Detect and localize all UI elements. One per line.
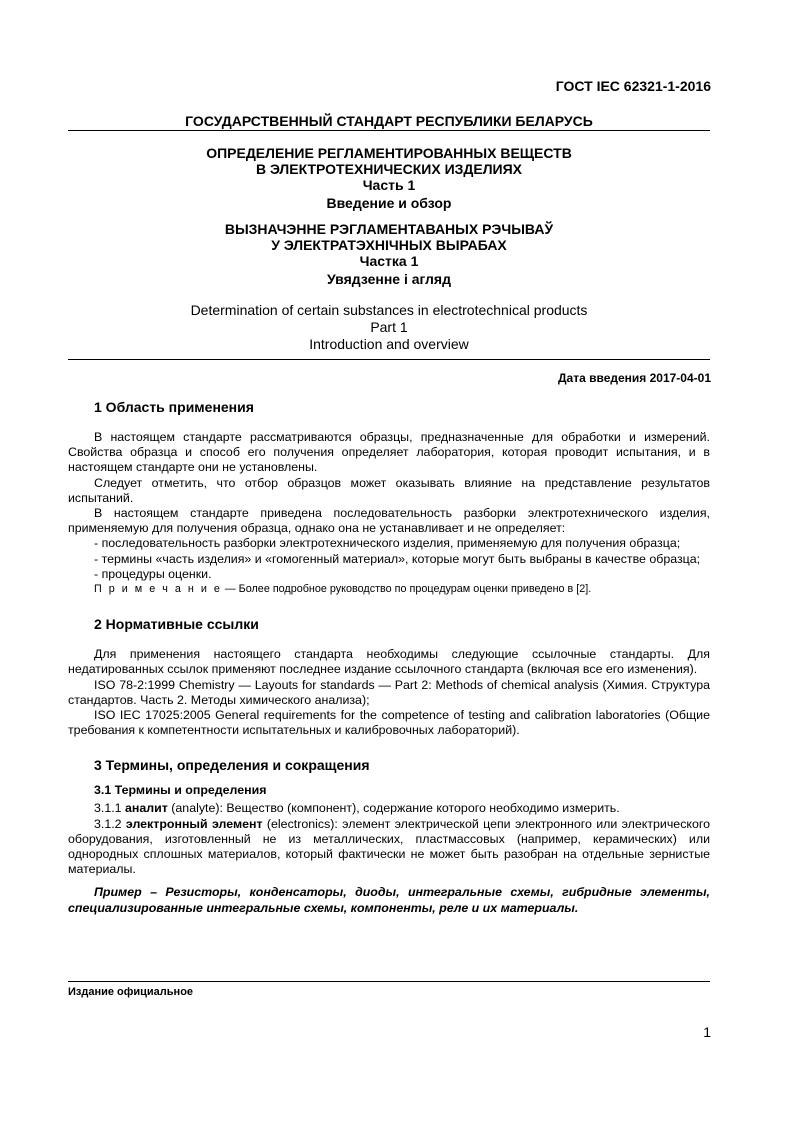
term-electronics [68, 817, 710, 878]
title-ru-line1: ОПРЕДЕЛЕНИЕ РЕГЛАМЕНТИРОВАННЫХ ВЕЩЕСТВ [206, 145, 572, 161]
section2-paragraph: Для применения настоящего стандарта необходимы следующие ссылочные стандарты. Для недатированных ссылок применяют последнее издание ссылочного стандарта (включая все его изменения). [68, 647, 710, 677]
footer-rule [68, 981, 710, 982]
title-belarusian [68, 221, 710, 287]
note-label: П р и м е ч а н и е [94, 583, 222, 596]
title-english [68, 302, 710, 353]
header-rule [68, 130, 710, 131]
term-definition: (analyte): Вещество (компонент), содержание которого необходимо измерить. [167, 801, 620, 816]
section1-list-item: - термины «часть изделия» и «гомогенный материал», которые могут быть выбраны в качестве образца; [94, 551, 701, 566]
term-name: аналит [125, 801, 168, 816]
term-number: 3.1.2 [94, 816, 126, 831]
title-by-part: Частка 1 [359, 253, 419, 269]
official-edition-label: Издание официальное [68, 986, 194, 998]
term-number: 3.1.1 [94, 801, 126, 816]
title-en-part: Part 1 [370, 319, 408, 335]
section2-reference: ISO IEC 17025:2005 General requirements for the competence of testing and calibration laboratories (Общие требования к компетентности испытательных и калибровочных лабораторий). [68, 708, 710, 738]
standard-id: ГОСТ IEC 62321-1-2016 [555, 78, 711, 94]
section1-heading: 1 Область применения [94, 399, 254, 415]
section1-paragraph: В настоящем стандарте приведена последовательность разборки электротехнического изделия, применяемую для получения образца, однако она не устанавливает и не определяет: [68, 506, 710, 536]
section2-reference: ISO 78-2:1999 Chemistry — Layouts for standards — Part 2: Methods of chemical analysis (Химия. Структура стандартов. Часть 2. Методы химического анализа); [68, 677, 710, 707]
section1-paragraph: Следует отметить, что отбор образцов может оказывать влияние на представление результатов испытаний. [68, 475, 710, 505]
section1-list-item: - последовательность разборки электротехнического изделия, применяемую для получения образца; [94, 536, 681, 551]
title-rule [68, 359, 710, 360]
title-en-line1: Determination of certain substances in electrotechnical products [190, 302, 588, 318]
title-russian [68, 145, 710, 211]
term-example: Пример – Резисторы, конденсаторы, диоды, интегральные схемы, гибридные элементы, специализированные интегральные схемы, компоненты, реле и их материалы. [68, 885, 710, 915]
term-definition: (electronics): элемент электрической цепи электронного или электрического оборудования, изготовленный не из металлических, пластмассовых (например, керамических) или однородных сплошных материалов, который фактически не может быть разобран на отдельные зернистые материалы. [68, 816, 710, 877]
section1-paragraph: В настоящем стандарте рассматриваются образцы, предназначенные для обработки и измерений. Свойства образца и способ его получения определяет лаборатория, которая проводит испытания, и в настоящем стандарте они не установлены. [68, 430, 710, 475]
title-by-line1: ВЫЗНАЧЭННЕ РЭГЛАМЕНТАВАНЫХ РЭЧЫВАЎ [224, 221, 554, 237]
section1-note [68, 582, 710, 597]
section3-heading: 3 Термины, определения и сокращения [94, 757, 370, 774]
title-ru-line2: В ЭЛЕКТРОТЕХНИЧЕСКИХ ИЗДЕЛИЯХ [255, 161, 523, 177]
title-ru-part: Часть 1 [362, 177, 416, 193]
page-number: 1 [703, 1024, 711, 1040]
term-name: электронный элемент [125, 816, 263, 831]
section3-1-heading: 3.1 Термины и определения [94, 783, 267, 798]
note-text: — Более подробное руководство по процедурам оценки приведено в [2]. [221, 583, 592, 596]
intro-date: Дата введения 2017-04-01 [557, 371, 711, 385]
term-analyte [68, 801, 710, 816]
title-by-line2: У ЭЛЕКТРАТЭХНІЧНЫХ ВЫРАБАХ [271, 237, 507, 253]
title-by-subtitle: Увядзенне і агляд [327, 271, 451, 287]
title-en-subtitle: Introduction and overview [309, 336, 469, 352]
state-standard-title: ГОСУДАРСТВЕННЫЙ СТАНДАРТ РЕСПУБЛИКИ БЕЛАРУСЬ [185, 113, 593, 129]
title-ru-subtitle: Введение и обзор [326, 195, 452, 211]
document-body [68, 398, 710, 916]
section1-list-item: - процедуры оценки. [94, 566, 212, 581]
section2-heading: 2 Нормативные ссылки [94, 616, 259, 633]
